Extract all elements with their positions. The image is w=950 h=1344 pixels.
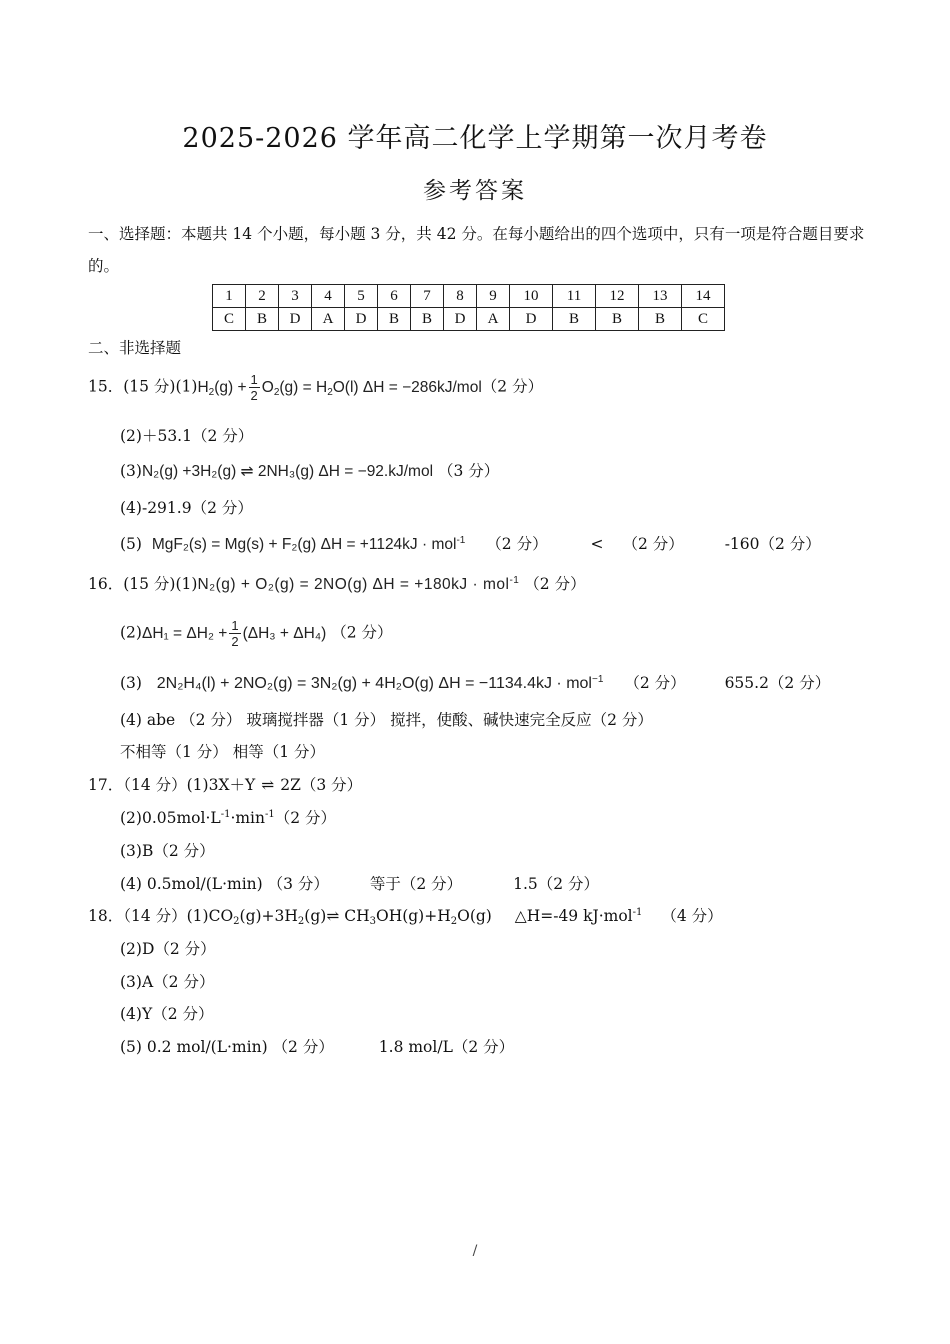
q-answer: C bbox=[682, 308, 725, 331]
q-answer: C bbox=[213, 308, 246, 331]
page-number-mark: / bbox=[472, 1243, 478, 1259]
q16-eq1: N₂(g) + O₂(g) = 2NO(g) ΔH = +180kJ · mol$^{-1}$ bbox=[197, 575, 520, 593]
q-answer: B bbox=[553, 308, 596, 331]
q-number: 7 bbox=[411, 285, 444, 308]
q18-part1: 18．（14 分）$(1)CO_2(g)+3H_2(g)\rightleftharpoons$ $CH_3OH(g)+H_2O(g)$ △H=-49 kJ·mol$^{-1}$ （4 分） bbox=[88, 907, 723, 927]
q-number: 2 bbox=[246, 285, 279, 308]
q-answer: D bbox=[345, 308, 378, 331]
q17-part3: (3)B（2 分） bbox=[120, 842, 215, 860]
q-number: 10 bbox=[510, 285, 553, 308]
q15-part3: (3)N₂(g) +3H₂(g) ⇌ 2NH₃(g) ΔH = −92.kJ/mol （3 分） bbox=[120, 462, 500, 480]
q15-part2: (2)＋53.1（2 分） bbox=[120, 427, 254, 445]
q-number: 6 bbox=[378, 285, 411, 308]
q-number: 5 bbox=[345, 285, 378, 308]
q15-head: 15．(15 分)(1) bbox=[88, 377, 198, 396]
q-number: 4 bbox=[312, 285, 345, 308]
q-number: 13 bbox=[639, 285, 682, 308]
equilibrium-arrow: ⇌ bbox=[261, 776, 275, 794]
q-answer: B bbox=[246, 308, 279, 331]
page-title: 2025-2026 学年高二化学上学期第一次月考卷 bbox=[182, 123, 768, 154]
q-answer: B bbox=[378, 308, 411, 331]
q-number: 8 bbox=[444, 285, 477, 308]
q18-part4: (4)Y（2 分） bbox=[120, 1005, 214, 1023]
q16-eq3: 2N₂H₄(l) + 2NO₂(g) = 3N₂(g) + 4H₂O(g) ΔH = −1134.4kJ · mol$^{-1}$ bbox=[156, 674, 604, 692]
q-answer: B bbox=[639, 308, 682, 331]
q16-part1: 16．(15 分)(1)N₂(g) + O₂(g) = 2NO(g) ΔH = +180kJ · mol$^{-1}$ （2 分） bbox=[88, 575, 586, 593]
q-answer: A bbox=[477, 308, 510, 331]
q18-part3: (3)A（2 分） bbox=[120, 973, 215, 991]
answer-table bbox=[212, 284, 725, 331]
answer-table-number-row bbox=[213, 285, 725, 308]
q15-part4: (4)-291.9（2 分） bbox=[120, 499, 253, 517]
q17-part1: 17．（14 分）(1)3X＋Y ⇌ 2Z（3 分） bbox=[88, 776, 363, 794]
q-answer: B bbox=[411, 308, 444, 331]
q-number: 12 bbox=[596, 285, 639, 308]
q15-part1 bbox=[88, 372, 543, 403]
q16-eq2: ΔH₁ = ΔH₂ + $\frac{1}{2}$ (ΔH₃ + ΔH₄) bbox=[141, 618, 327, 649]
q-number: 1 bbox=[213, 285, 246, 308]
q16-part3: (3) 2N₂H₄(l) + 2NO₂(g) = 3N₂(g) + 4H₂O(g) ΔH = −1134.4kJ · mol$^{-1}$ （2 分） 655.2（2 分） bbox=[120, 674, 831, 692]
q-answer: D bbox=[279, 308, 312, 331]
q15-eq3: N₂(g) +3H₂(g) ⇌ 2NH₃(g) ΔH = −92.kJ/mol bbox=[141, 463, 434, 480]
q-answer: A bbox=[312, 308, 345, 331]
q15-eq1: $H_2(g)$ + $\frac{1}{2}$ $O_2(g) = H_2O(l) \Delta H = -286kJ/mol$ bbox=[197, 372, 482, 403]
q15-eq5: MgF₂(s) = Mg(s) + F₂(g) ΔH = +1124kJ · mol$^{-1}$ bbox=[151, 535, 466, 553]
q-number: 3 bbox=[279, 285, 312, 308]
answer-table-answer-row bbox=[213, 308, 725, 331]
q-answer: B bbox=[596, 308, 639, 331]
q-answer: D bbox=[510, 308, 553, 331]
section2-heading: 二、非选择题 bbox=[88, 339, 182, 357]
q17-part4: (4) 0.5mol/(L·min) （3 分） 等于（2 分） 1.5（2 分） bbox=[120, 875, 600, 893]
q15-part5: (5) MgF₂(s) = Mg(s) + F₂(g) ΔH = +1124kJ · mol$^{-1}$ （2 分） < （2 分） -160（2 分） bbox=[120, 535, 821, 553]
q16-part4: (4) abe （2 分） 玻璃搅拌器（1 分） 搅拌，使酸、碱快速完全反应（2 分） bbox=[120, 711, 653, 729]
page-subtitle: 参考答案 bbox=[423, 178, 527, 204]
q16-part5: 不相等（1 分） 相等（1 分） bbox=[120, 743, 326, 761]
q18-part5: (5) 0.2 mol/(L·min) （2 分） 1.8 mol/L（2 分） bbox=[120, 1038, 515, 1056]
q17-part2: $(2)0.05mol\cdot L^{-1}\cdot\min^{-1}(2$ 分） bbox=[120, 809, 337, 827]
q-number: 14 bbox=[682, 285, 725, 308]
q18-part2: (2)D（2 分） bbox=[120, 940, 216, 958]
q15-score1: （2 分） bbox=[481, 377, 544, 396]
q16-part2: (2)ΔH₁ = ΔH₂ + $\frac{1}{2}$ (ΔH₃ + ΔH₄) （2 分） bbox=[120, 618, 393, 649]
section1-intro: 一、选择题：本题共 14 个小题，每小题 3 分，共 42 分。在每小题给出的四个选项中，只有一项是符合题目要求的。 bbox=[88, 225, 865, 275]
q-answer: D bbox=[444, 308, 477, 331]
q-number: 11 bbox=[553, 285, 596, 308]
q-number: 9 bbox=[477, 285, 510, 308]
